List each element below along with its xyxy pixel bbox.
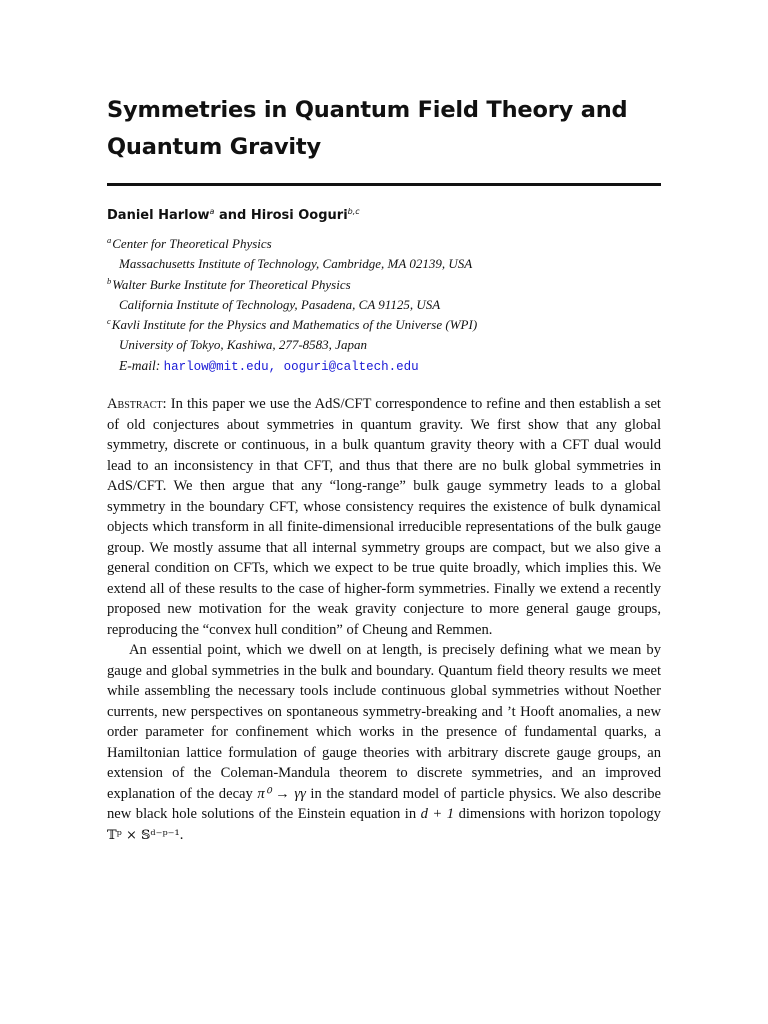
paper-title: Symmetries in Quantum Field Theory and Quantum Gravity [107, 97, 628, 160]
abstract-text: In this paper we use the AdS/CFT correspondence to refine and then establish a set of old conjectures about symmetries in quantum gravity. We first show that any global symmetry, discrete or continuous, in a bulk quantum gravity theory with a CFT dual would lead to an inconsistency in that CFT, and thus that there are no bulk global symmetries in AdS/CFT. We then argue that any “long-range” bulk gauge symmetry leads to a global symmetry in the boundary CFT, whose consistency requires the existence of bulk dynamical objects which transform in all finite-dimensional irreducible representations of the bulk gauge group. We mostly assume that all internal symmetry groups are compact, but we also give a general condition on CFTs, which we expect to be true quite broadly, which implies this. We extend all of these results to the case of higher-form symmetries. Finally we extend a recently proposed new motivation for the weak gravity conjecture to more general gauge groups, reproducing the “convex hull condition” of Cheung and Remmen. [107, 396, 661, 638]
affiliation-mark: b [107, 276, 112, 286]
abstract [107, 394, 661, 846]
affiliation-mark: c [107, 316, 111, 326]
author-list [107, 207, 360, 223]
abstract-end: . [179, 826, 184, 843]
affiliation-line: Massachusetts Institute of Technology, Cambridge, MA 02139, USA [119, 256, 473, 271]
title-divider [107, 183, 661, 186]
affiliation-mark: a [107, 235, 112, 245]
author-affiliation-mark: b,c [347, 207, 360, 216]
affiliation-line: Walter Burke Institute for Theoretical Physics [112, 277, 351, 292]
dimension-expression: d + 1 [420, 806, 455, 822]
author-affiliation-mark: a [209, 207, 215, 216]
abstract-paragraph [107, 394, 661, 640]
abstract-text: An essential point, which we dwell on at length, is precisely defining what we mean by gauge and global symmetries in the bulk and boundary. Quantum field theory results we meet while assembling the necessary tools include continuous global symmetries without Noether currents, new perspectives on spontaneous symmetry-breaking and ’t Hooft anomalies, a new order parameter for confinement which works in the presence of fundamental quarks, a Hamiltonian lattice formulation of gauge theories with arbitrary discrete gauge groups, an extension of the Coleman-Mandula theorem to discrete symmetries, and an improved explanation of the decay [107, 642, 661, 802]
affiliation-line: California Institute of Technology, Pasadena, CA 91125, USA [119, 297, 441, 312]
email-link[interactable]: harlow@mit.edu, ooguri@caltech.edu [163, 360, 419, 374]
affiliation-b [107, 271, 440, 315]
abstract-text: dimensions with horizon topology [458, 806, 661, 822]
abstract-paragraph [107, 640, 661, 846]
decay-expression: π⁰ → γγ [257, 785, 306, 802]
affiliation-line: Center for Theoretical Physics [112, 236, 272, 251]
abstract-text: in the standard model of particle physics. We also describe new black hole solutions of the Einstein equation in [107, 785, 661, 822]
affiliation-c [107, 311, 477, 355]
email-line [119, 358, 419, 374]
author-name: Daniel Harlow [107, 208, 210, 223]
affiliation-line: Kavli Institute for the Physics and Mathematics of the Universe (WPI) [111, 317, 478, 332]
email-label: E-mail: [119, 358, 161, 373]
topology-expression: 𝕋ᵖ × 𝕊ᵈ⁻ᵖ⁻¹ [107, 827, 180, 843]
author-name: Hirosi Ooguri [250, 208, 348, 223]
abstract-label: Abstract: [107, 396, 167, 412]
affiliation-a [107, 230, 472, 274]
author-joiner: and [218, 208, 247, 223]
affiliation-line: University of Tokyo, Kashiwa, 277-8583, Japan [119, 337, 367, 352]
